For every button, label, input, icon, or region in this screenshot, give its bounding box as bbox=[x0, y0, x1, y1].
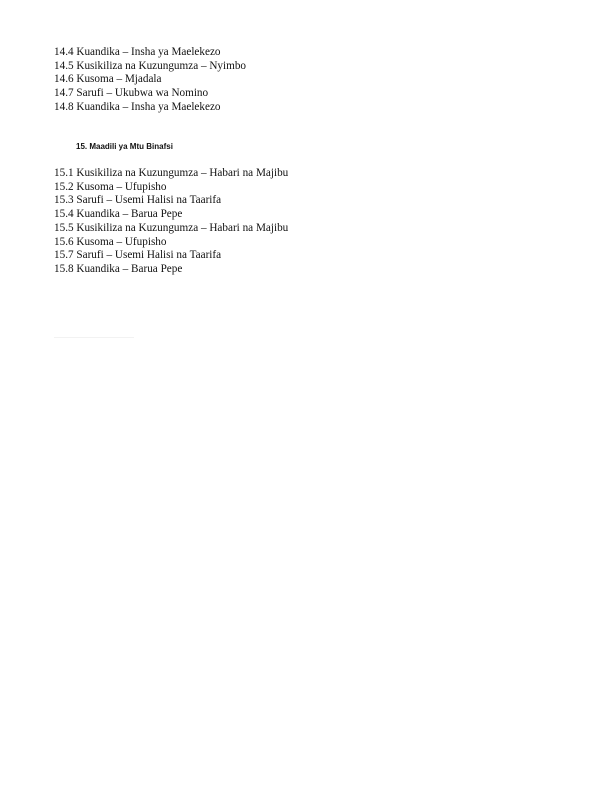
section-14-lesson-list bbox=[54, 46, 554, 115]
lesson-item: 15.5 Kusikiliza na Kuzungumza – Habari na Majibu bbox=[54, 221, 289, 234]
lesson-item: 14.4 Kuandika – Insha ya Maelekezo bbox=[54, 46, 221, 58]
lesson-item: 14.7 Sarufi – Ukubwa wa Nomino bbox=[54, 87, 209, 100]
lesson-item: 15.1 Kusikiliza na Kuzungumza – Habari na Majibu bbox=[54, 167, 289, 179]
lesson-item: 15.2 Kusoma – Ufupisho bbox=[54, 180, 167, 193]
divider bbox=[54, 337, 134, 338]
section-15-heading: 15. Maadili ya Mtu Binafsi bbox=[76, 142, 173, 151]
lesson-item: 14.6 Kusoma – Mjadala bbox=[54, 73, 162, 86]
lesson-item: 14.8 Kuandika – Insha ya Maelekezo bbox=[54, 100, 221, 113]
lesson-item: 15.4 Kuandika – Barua Pepe bbox=[54, 208, 183, 221]
lesson-item: 15.6 Kusoma – Ufupisho bbox=[54, 235, 167, 248]
lesson-item: 15.8 Kuandika – Barua Pepe bbox=[54, 262, 183, 275]
lesson-item: 15.3 Sarufi – Usemi Halisi na Taarifa bbox=[54, 194, 222, 207]
section-15-lesson-list bbox=[54, 167, 554, 277]
lesson-item: 15.7 Sarufi – Usemi Halisi na Taarifa bbox=[54, 249, 222, 262]
lesson-item: 14.5 Kusikiliza na Kuzungumza – Nyimbo bbox=[54, 59, 247, 72]
